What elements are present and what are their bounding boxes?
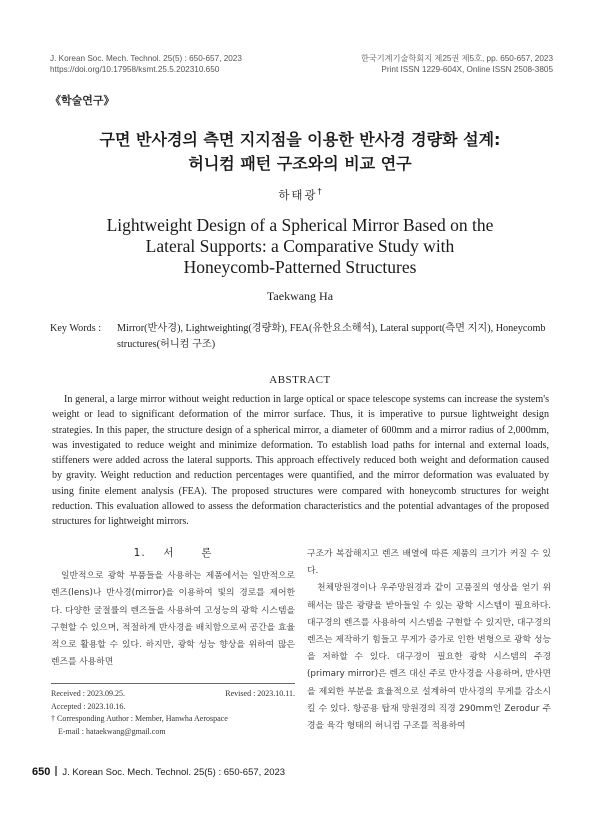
footer-journal: J. Korean Soc. Mech. Technol. 25(5) : 650-657, 2023 — [62, 767, 286, 778]
keywords-block — [50, 321, 555, 353]
doi-link[interactable]: https://doi.org/10.17958/ksmt.25.5.202310.650 — [50, 65, 220, 74]
running-header-right — [361, 53, 553, 75]
section-title-char2: 론 — [201, 547, 213, 559]
title-english — [0, 215, 600, 278]
abstract-heading: ABSTRACT — [269, 374, 331, 386]
title-english-line2: Lateral Supports: a Comparative Study with — [145, 236, 455, 256]
running-header-left — [50, 53, 242, 75]
author-email[interactable]: E-mail : hataekwang@gmail.com — [58, 726, 166, 736]
title-korean-line1: 구면 반사경의 측면 지지점을 이용한 반사경 경량화 설계: — [99, 130, 501, 149]
page-number: 650 — [32, 766, 51, 778]
intro-paragraph-1: 일반적으로 광학 부품들을 사용하는 제품에서는 일반적으로 렌즈(lens)나 반사경(mirror)을 이용하여 빛의 경로를 제어한다. 다양한 굴절률의 렌즈들을 사용하여 고성능의 광학 시스템을 구현할 수 있으며, 적절하게 반사경을 배치함으로써 공간을 효율적으로 활용할 수 있다. 하지만, 광학 성능 향상을 위하여 많은 렌즈를 사용하면 — [51, 571, 295, 668]
title-korean — [0, 128, 600, 176]
revised-date: Revised : 2023.10.11. — [225, 689, 295, 698]
corresponding-mark: † — [317, 187, 322, 197]
issn-line: Print ISSN 1229-604X, Online ISSN 2508-3805 — [381, 65, 553, 74]
article-category: 《학술연구》 — [50, 94, 115, 107]
article-footnote — [51, 683, 295, 738]
intro-paragraph-continued: 구조가 복잡해지고 렌즈 배열에 따른 제품의 크기가 커질 수 있다. — [307, 549, 551, 577]
author-korean-name: 하태광 — [278, 188, 318, 202]
author-korean — [0, 187, 600, 203]
section-title-char1: 서 — [163, 547, 175, 559]
title-korean-line2: 허니컴 패턴 구조와의 비교 연구 — [188, 154, 412, 173]
title-english-line1: Lightweight Design of a Spherical Mirror Based on the — [106, 215, 494, 235]
section-number: 1. — [133, 547, 146, 559]
footer-divider — [55, 766, 57, 776]
journal-citation: J. Korean Soc. Mech. Technol. 25(5) : 650-657, 2023 — [50, 54, 242, 63]
title-english-line3: Honeycomb-Patterned Structures — [183, 257, 417, 277]
intro-paragraph-2: 천체망원경이나 우주망원경과 같이 고품질의 영상을 얻기 위해서는 많은 광량을 받아들일 수 있는 광학 시스템이 필요하다. 대구경의 렌즈를 사용하여 시스템을 구현할 수 있지만, 대구경의 렌즈는 제작하기 힘들고 무게가 증가로 인한 변형으로 광학 성능을 저하할 수 있다. 대구경이 필요한 광학 시스템의 주경(primary mirror)은 렌즈 대신 주로 반사경을 사용하며, 반사면을 제외한 부분을 효율적으로 설계하여 반사경의 무게를 감소시킬 수 있다. 항공용 탑재 망원경의 직경 290mm인 Zerodur 주경을 육각 형태의 허니컴 구조를 적용하여 — [307, 583, 551, 732]
journal-citation-korean: 한국기계기술학회지 제25권 제5호, pp. 650-657, 2023 — [360, 54, 553, 63]
received-date: Received : 2023.09.25. — [51, 689, 125, 698]
section-heading-introduction — [51, 545, 295, 562]
accepted-date: Accepted : 2023.10.16. — [51, 701, 126, 711]
corresponding-author: † Corresponding Author : Member, Hanwha Aerospace — [51, 714, 228, 724]
footnote-dates-row — [51, 688, 295, 701]
keywords-label: Key Words : — [50, 323, 102, 334]
body-column-right — [307, 546, 551, 735]
page-footer — [32, 766, 285, 778]
abstract-body: In general, a large mirror without weight reduction in large optical or space telescope systems can increase the system's weight or lead to significant deformation of the mirror surface. Thus, it is imperative to pursue lightweight design strategies. In this paper, the structure design of a spherical mirror, a diameter of 600mm and a mirror radius of 2,000mm, was investigated to reduce weight and minimize deformation. To establish load paths for internal and external loads, stiffeners were added across the lateral supports. This approach effectively reduced both weight and deformation caused by gravity. Weight reduction and reduction percentages were quantified, and the mirror deformation was evaluated by using finite element analysis (FEA). The proposed structures were compared with honeycomb structures for weight reduction. This evaluation allowed to assess the deformation characteristics and the potential advantages of the proposed structures for lightweight mirrors. — [52, 394, 549, 528]
author-english: Taekwang Ha — [266, 289, 334, 303]
body-column-left — [51, 545, 295, 671]
keywords-text: Mirror(반사경), Lightweighting(경량화), FEA(유한요소해석), Lateral support(측면 지지), Honeycomb structures(허니컴 구조) — [117, 323, 546, 350]
